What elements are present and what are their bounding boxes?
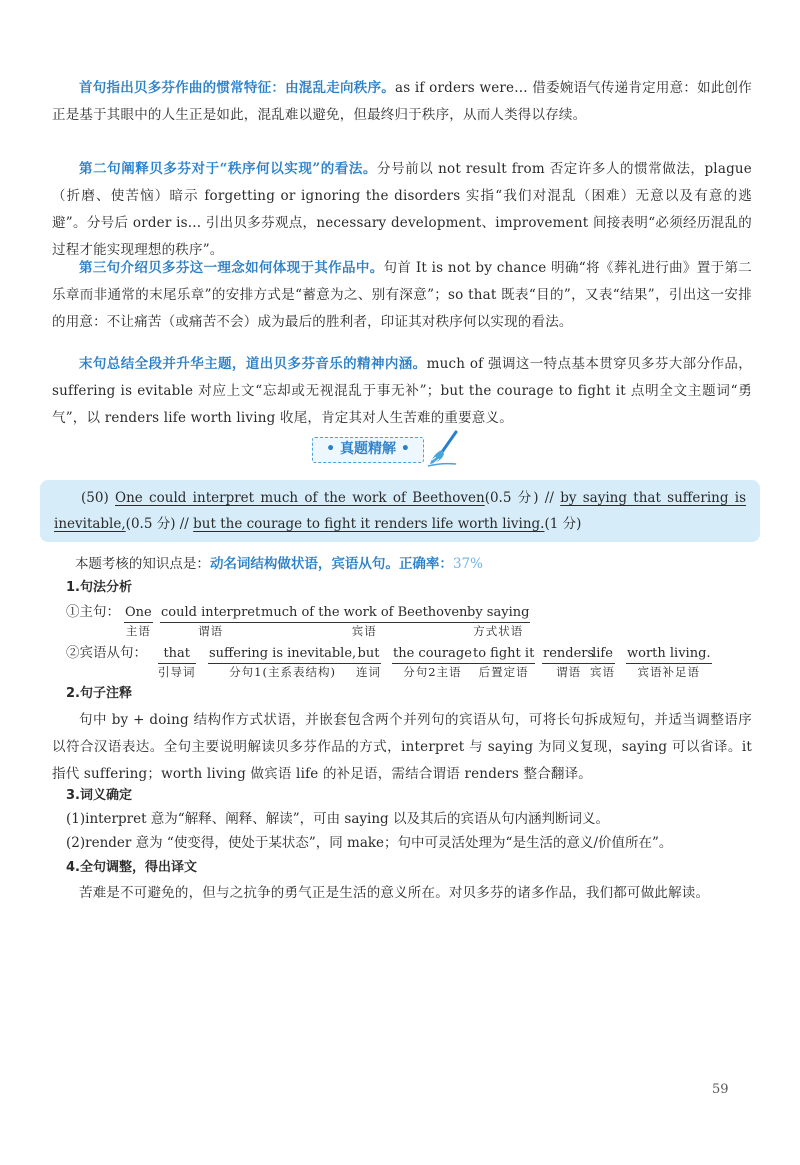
clause-part: renders 谓语 xyxy=(543,646,595,679)
object-clause-prefix: ②宾语从句： xyxy=(66,645,147,661)
paragraph-body: as if orders were... 借委婉语气传递肯定用意：如此创作正是基于其眼中的人生正是如此，混乱难以避免，但最终归于秩序，从而人类得以存续。 xyxy=(52,80,752,123)
clause-part: but 连词 xyxy=(356,646,381,679)
section-3-line-2: (2)render 意为 “使变得，使处于某状态”，同 make；句中可灵活处理为“是生活的意义/价值所在”。 xyxy=(66,835,673,851)
page-number: 59 xyxy=(712,1082,729,1097)
section-title xyxy=(312,436,482,466)
section-3-line-1: (1)interpret 意为“解释、阐释、解读”，可由 saying 以及其后的宾语从句内涵判断词义。 xyxy=(66,811,609,827)
score-3: (1 分) xyxy=(544,516,582,532)
clause-part: to fight it 后置定语 xyxy=(473,646,535,679)
score-1: (0.5 分) // xyxy=(484,490,554,506)
paragraph-body: 分号前以 not result from 否定许多人的惯常做法，plague（折磨、使苦恼）暗示 forgetting or ignoring the disorders 实指“我们对混乱（困难）无意以及有意的逃避”。分号后 order is... 引出贝多芬观点，necessary development、improvement 间接表明“必须经历混乱的过程才能实现理想的秩序”。 xyxy=(52,161,752,258)
knowledge-points: 动名词结构做状语，宾语从句。 xyxy=(209,556,399,572)
section-1-title: 1.句法分析 xyxy=(66,580,132,595)
score-2: (0.5 分) // xyxy=(125,516,189,532)
clause-part: the courage 分句2主语 xyxy=(393,646,472,679)
rate-label: 正确率： xyxy=(398,556,453,572)
knowledge-prefix: 本题考核的知识点是： xyxy=(74,556,210,572)
analysis-paragraph-4 xyxy=(52,351,752,432)
clause-part: could interpret 谓语 xyxy=(161,605,261,638)
section-4-body: 苦难是不可避免的，但与之抗争的勇气正是生活的意义所在。对贝多芬的诸多作品，我们都可做此解读。 xyxy=(79,885,710,901)
answer-segment-2: by saying that suffering is inevitable, xyxy=(54,490,747,532)
paragraph-heading: 末句总结全段并升华主题，道出贝多芬音乐的精神内涵。 xyxy=(79,356,427,372)
clause-part: life 宾语 xyxy=(590,646,615,679)
answer-box xyxy=(40,480,760,542)
clause-part: that 引导词 xyxy=(158,646,196,679)
section-2-body: 句中 by + doing 结构作方式状语，并嵌套包含两个并列句的宾语从句，可将长句拆成短句，并适当调整语序以符合汉语表达。全句主要说明解读贝多芬作品的方式，interpret 与 saying 为同义复现，saying 可以省译。it 指代 suffering；worth living 做宾语 life 的补足语，需结合谓语 renders 整合翻译。 xyxy=(52,712,752,782)
analysis-paragraph-1 xyxy=(52,75,752,129)
clause-part: One 主语 xyxy=(125,605,152,638)
paragraph-heading: 首句指出贝多芬作曲的惯常特征：由混乱走向秩序。 xyxy=(79,80,395,96)
paragraph-heading: 第三句介绍贝多芬这一理念如何体现于其作品中。 xyxy=(79,260,384,276)
brush-icon xyxy=(426,430,460,468)
knowledge-line xyxy=(52,553,483,575)
answer-segment-1: One could interpret much of the work of Beethoven xyxy=(115,490,485,506)
section-3-title: 3.词义确定 xyxy=(66,788,132,803)
clause-part: much of the work of Beethoven 宾语 xyxy=(261,605,468,638)
clause-part: by saying 方式状语 xyxy=(467,605,530,638)
analysis-paragraph-2 xyxy=(52,156,752,264)
paragraph-body: much of 强调这一特点基本贯穿贝多芬大部分作品，suffering is evitable 对应上文“忘却或无视混乱于事无补”；but the courage to fight it 点明全文主题词“勇气”，以 renders life worth living 收尾，肯定其对人生苦难的重要意义。 xyxy=(52,356,752,426)
analysis-paragraph-3 xyxy=(52,255,752,336)
main-clause-prefix: ①主句： xyxy=(66,604,120,620)
rate-value: 37% xyxy=(452,556,483,572)
paragraph-body: 句首 It is not by chance 明确“将《葬礼进行曲》置于第二乐章而非通常的末尾乐章”的安排方式是“蓄意为之、别有深意”；so that 既表“目的”，又表“结果”，引出这一安排的用意：不让痛苦（或痛苦不会）成为最后的胜利者，印证其对秩序何以实现的看法。 xyxy=(52,260,752,330)
section-title-label: • 真题精解 • xyxy=(312,437,424,463)
section-2-title: 2.句子注释 xyxy=(66,686,132,701)
answer-segment-3: but the courage to fight it renders life worth living. xyxy=(193,516,545,532)
question-number: (50) xyxy=(81,490,109,506)
paragraph-heading: 第二句阐释贝多芬对于“秩序何以实现”的看法。 xyxy=(79,161,377,177)
clause-part: suffering is inevitable, 分句1(主系表结构) xyxy=(209,646,357,679)
section-4-title: 4.全句调整，得出译文 xyxy=(66,860,197,875)
clause-part: worth living. 宾语补足语 xyxy=(627,646,711,679)
